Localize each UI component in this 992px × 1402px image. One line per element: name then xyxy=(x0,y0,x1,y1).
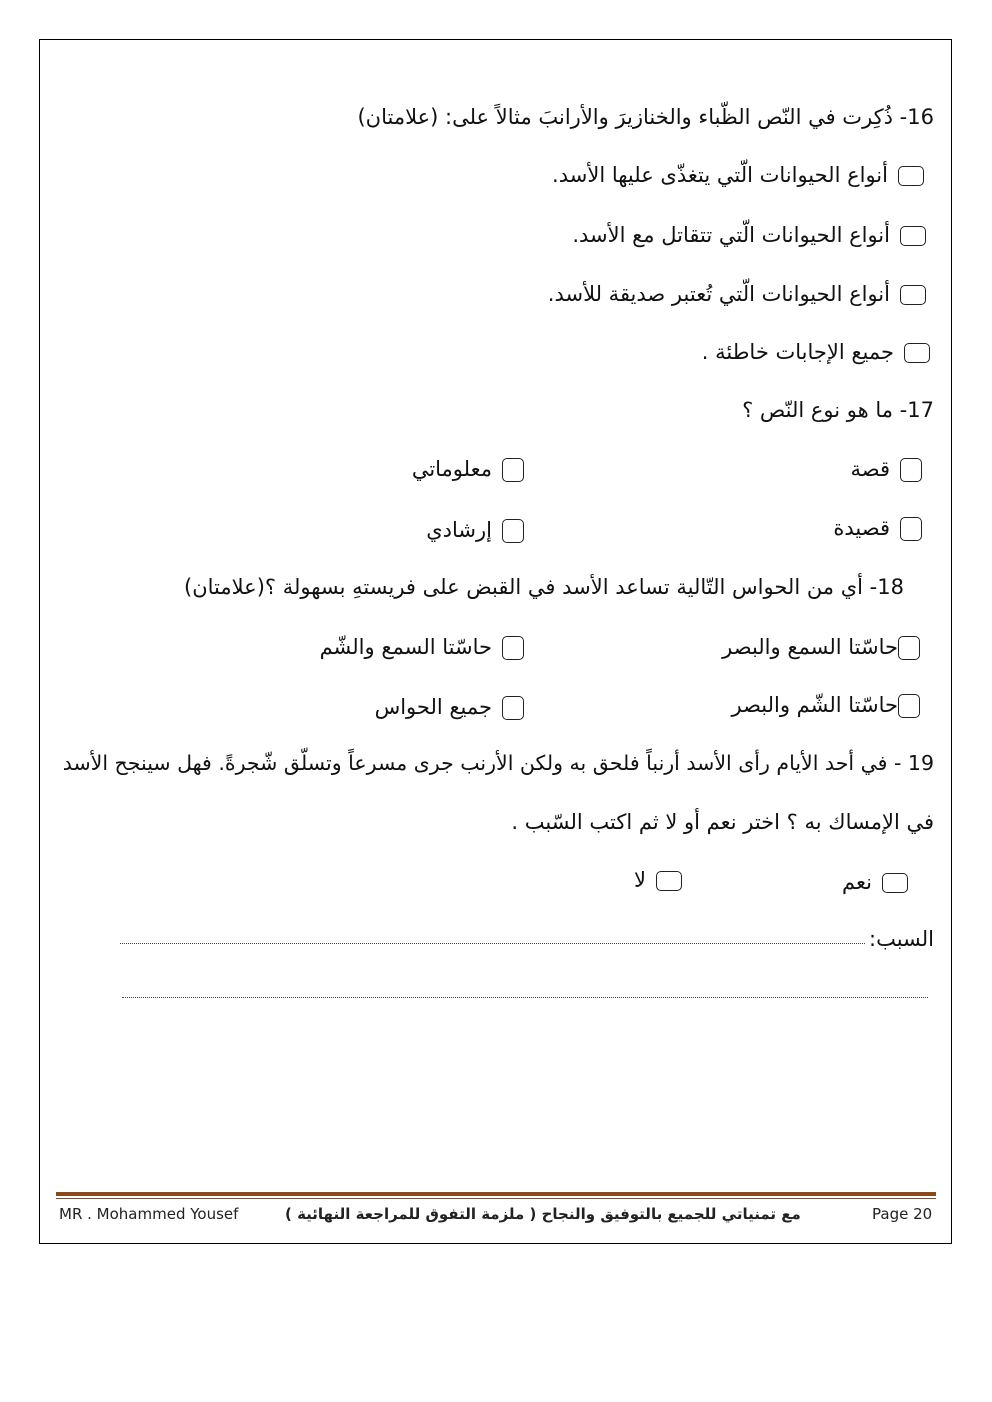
q18-question: 18- أي من الحواس التّالية تساعد الأسد في القبض على فريستهِ بسهولة ؟(علامتان) xyxy=(184,575,904,599)
q19-question-line-2: في الإمساك به ؟ اختر نعم أو لا ثم اكتب السّبب . xyxy=(511,810,934,834)
page-number: Page 20 xyxy=(872,1205,933,1223)
q17-option-poem[interactable]: قصيدة xyxy=(833,513,922,543)
q17-option-story[interactable]: قصة xyxy=(850,454,922,484)
q16-option-2[interactable]: أنواع الحيوانات الّتي تتقاتل مع الأسد. xyxy=(572,220,926,250)
footer-author: MR . Mohammed Yousef xyxy=(59,1205,239,1223)
q16-question: 16- ذُكِرت في النّص الظّباء والخنازيرَ والأرانبَ مثالاً على: (علامتان) xyxy=(357,105,934,129)
q16-option-1[interactable]: أنواع الحيوانات الّتي يتغذّى عليها الأسد. xyxy=(552,160,924,190)
q18-option-1[interactable]: حاسّتا السمع والبصر xyxy=(722,632,920,662)
checkbox-icon[interactable] xyxy=(898,166,924,186)
checkbox-icon[interactable] xyxy=(900,517,922,541)
checkbox-icon[interactable] xyxy=(900,458,922,482)
q17-option-informational[interactable]: معلوماتي xyxy=(412,454,524,484)
checkbox-icon[interactable] xyxy=(502,636,524,660)
q17-option-instructional[interactable]: إرشادي xyxy=(426,515,524,545)
q18-option-4[interactable]: جميع الحواس xyxy=(375,692,524,722)
checkbox-icon[interactable] xyxy=(898,694,920,718)
reason-answer-line-1[interactable] xyxy=(120,943,865,944)
q17-question: 17- ما هو نوع النّص ؟ xyxy=(742,398,934,422)
q19-option-no[interactable]: لا xyxy=(634,865,682,895)
q16-option-4[interactable]: جميع الإجابات خاطئة . xyxy=(702,337,930,367)
q18-option-3[interactable]: حاسّتا الشّم والبصر xyxy=(731,690,920,720)
checkbox-icon[interactable] xyxy=(900,285,926,305)
checkbox-icon[interactable] xyxy=(502,458,524,482)
checkbox-icon[interactable] xyxy=(502,519,524,543)
checkbox-icon[interactable] xyxy=(502,696,524,720)
checkbox-icon[interactable] xyxy=(656,871,682,891)
q16-option-3[interactable]: أنواع الحيوانات الّتي تُعتبر صديقة للأسد. xyxy=(548,279,926,309)
checkbox-icon[interactable] xyxy=(900,226,926,246)
footer-rule-thin xyxy=(56,1198,936,1199)
q19-option-yes[interactable]: نعم xyxy=(842,867,908,897)
checkbox-icon[interactable] xyxy=(882,873,908,893)
checkbox-icon[interactable] xyxy=(904,343,930,363)
footer-rule xyxy=(56,1192,936,1196)
reason-answer-line-2[interactable] xyxy=(122,997,928,998)
q19-reason-label: السبب: xyxy=(869,927,934,951)
q19-question-line-1: 19 - في أحد الأيام رأى الأسد أرنباً فلحق به ولكن الأرنب جرى مسرعاً وتسلّق شّجرةً. فهل سينجح الأسد xyxy=(62,751,934,775)
footer-note: مع تمنياتي للجميع بالتوفيق والنجاح ( ملزمة التفوق للمراجعة النهائية ) xyxy=(285,1205,801,1223)
q18-option-2[interactable]: حاسّتا السمع والشّم xyxy=(320,632,524,662)
checkbox-icon[interactable] xyxy=(898,636,920,660)
